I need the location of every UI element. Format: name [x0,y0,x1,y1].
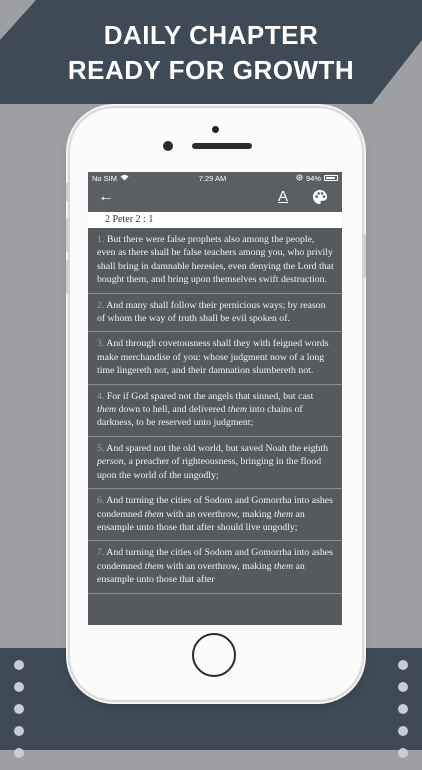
orientation-lock-icon [296,174,303,183]
verse-text: But there were false prophets also among the people, even as there shall be false teachers among you, who privily shall bring in damnable heresies, even denying the Lord that bought them, and bring upon themselves swift destruction. [97,234,334,286]
verse-text: For if God spared not the angels that sinned, but cast them down to hell, and delivered them into chains of darkness, to be reserved unto judgment; [97,390,314,429]
mute-switch [66,182,70,202]
verse-text: And many shall follow their pernicious ways; by reason of whom the way of truth shall be evil spoken of. [97,299,326,325]
chapter-reference: 2 Peter 2 : 1 [88,212,342,228]
carrier-label: No SIM [92,173,118,183]
verse-text: And turning the cities of Sodom and Gomorrha into ashes condemned them with an overthrow, making them an ensample unto those that after [97,547,333,586]
verse-number: 6. [97,495,105,507]
headline-line-2: READY FOR GROWTH [67,55,355,85]
decorative-dots-left [14,660,24,770]
verse-item[interactable] [88,294,342,333]
verse-text: And turning the cities of Sodom and Gomorrha into ashes condemned them with an overthrow, making them an ensample unto those that after should live ungodly; [97,495,333,533]
verse-number: 7. [97,547,105,559]
volume-up-button [66,218,70,252]
battery-percent: 94% [305,173,321,183]
verse-number: 1. [97,234,105,245]
verse-item[interactable] [88,332,342,384]
sensor-dot [212,126,219,133]
headline-line-1: DAILY CHAPTER [103,20,319,50]
verse-item[interactable] [88,385,342,437]
status-bar [88,172,342,184]
verse-number: 5. [97,442,105,454]
verse-text: And spared not the old world, but saved Noah the eighth person, a preacher of righteousness, bringing in the flood upon the world of the ungodly; [97,442,329,481]
verse-item[interactable] [88,437,342,489]
verse-number: 3. [97,338,105,350]
home-button[interactable] [192,633,236,677]
decorative-dots-right [398,660,408,770]
font-size-icon[interactable]: A [278,188,289,205]
status-time: 7:29 AM [198,173,227,183]
back-arrow-icon[interactable]: ← [98,188,114,205]
volume-down-button [66,260,70,294]
power-button [362,234,366,278]
verse-text: And through covetousness shall they with feigned words make merchandise of you: whose judgment now of a long time lingereth not, and their damnation slumbereth not. [97,338,329,377]
palette-icon[interactable] [312,189,328,205]
battery-icon [324,175,338,181]
headline [0,18,422,88]
verse-item[interactable] [88,541,342,593]
verse-number: 2. [97,299,105,311]
top-toolbar [88,184,342,212]
front-camera [163,141,173,151]
wifi-icon [120,174,129,183]
verse-item[interactable] [88,228,342,294]
verse-list [88,228,342,594]
earpiece-speaker [192,143,252,149]
app-screen [88,172,342,625]
verse-item[interactable] [88,489,342,541]
verse-number: 4. [97,390,105,402]
